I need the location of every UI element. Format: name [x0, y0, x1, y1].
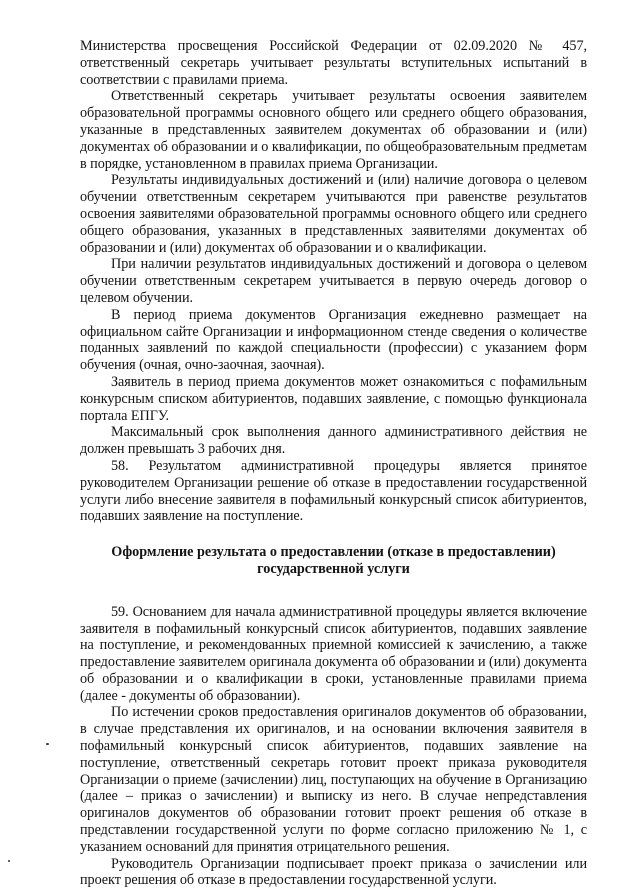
paragraph-competitive-list: Заявитель в период приема документов может ознакомиться с пофамильным конкурсным списком абитуриентов, подавших заявление, с помощью функционала портала ЕПГУ.	[80, 373, 587, 424]
paragraph-target-agreement: При наличии результатов индивидуальных достижений и договора о целевом обучении ответственным секретарем учитывается в первую очередь договор о целевом обучении.	[80, 256, 587, 306]
paragraph-application-count: В период приема документов Организация ежедневно размещает на официальном сайте Организации и информационном стенде сведения о количестве поданных заявлений по каждой специальности (профессии) с указанием форм обучения (очная, очно-заочная, заочная).	[80, 306, 587, 374]
paragraph-director-signs: Руководитель Организации подписывает проект приказа о зачислении или проект решения об отказе в предоставлении государственной услуги.	[80, 855, 587, 889]
paragraph-continuation: Министерства просвещения Российской Федерации от 02.09.2020 № 457, ответственный секретарь учитывает результаты вступительных испытаний в соответствии с правилами приема.	[80, 38, 587, 88]
scan-speck	[8, 860, 10, 862]
scan-speck	[46, 743, 49, 745]
paragraph-item-58: 58. Результатом административной процедуры является принятое руководителем Организации решение об отказе в предоставлении государственной услуги либо внесение заявителя в пофамильный конкурсный список абитуриентов, подавших заявление на поступление.	[80, 457, 587, 525]
paragraph-max-duration: Максимальный срок выполнения данного административного действия не должен превышать 3 рабочих дня.	[80, 424, 587, 458]
paragraph-item-59: 59. Основанием для начала административной процедуры является включение заявителя в пофамильный конкурсный список абитуриентов, подавших заявление на поступление, и рекомендованных приемной комиссией к зачислению, а также предоставление заявителем оригинала документа об образовании и (или) документа об образовании и о квалификации в сроки, установленные правилами приема (далее - документы об образовании).	[80, 603, 587, 704]
paragraph-individual-achievements: Результаты индивидуальных достижений и (или) наличие договора о целевом обучении ответственным секретарем учитываются при равенстве результатов освоения заявителями образовательной программы основного общего или среднего общего образования, указанных в представленных заявителями документах об образовании и (или) документах об образовании и о квалификации.	[80, 172, 587, 256]
paragraph-enrollment-order: По истечении сроков предоставления оригиналов документов об образовании, в случае представления их оригиналов, и на основании включения заявителя в пофамильный конкурсный список абитуриентов, подавших заявление на поступление, ответственный секретарь готовит проект приказа руководителя Организации о приеме (зачислении) лиц, поступающих на обучение в Организацию (далее – приказ о зачислении) и выписку из него. В случае непредставления оригиналов документов об образовании готовит проект решения об отказе в представлении государственной услуги по форме согласно приложению № 1, с указанием оснований для принятия отрицательного решения.	[80, 704, 587, 855]
paragraph-secretary-results: Ответственный секретарь учитывает результаты освоения заявителем образовательной программы основного общего или среднего общего образования, указанные в представленных заявителем документах об образовании и (или) документах об образовании и о квалификации, по общеобразовательным предметам в порядке, установленном в правилах приема Организации.	[80, 88, 587, 172]
section-heading: Оформление результата о предоставлении (отказе в предоставлении) государственной услуги	[111, 544, 556, 577]
